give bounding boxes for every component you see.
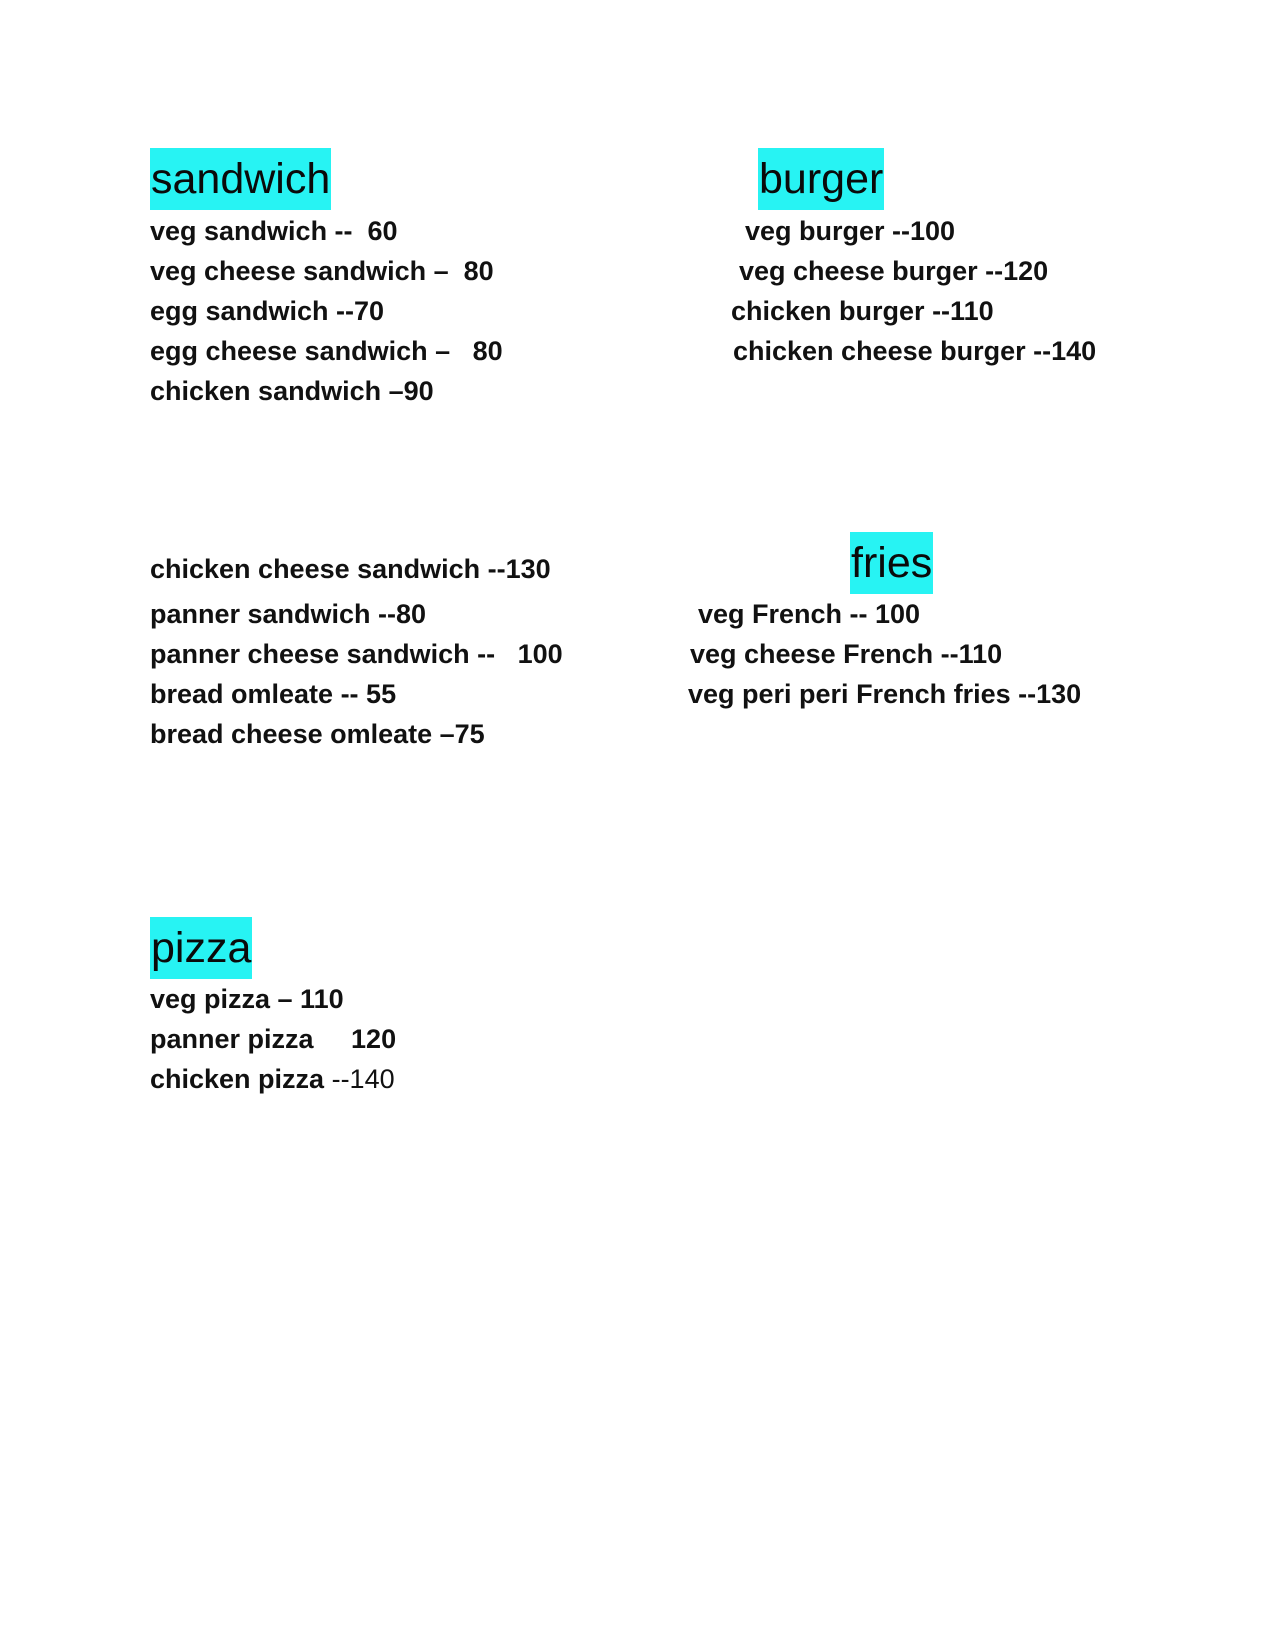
menu-item: chicken burger --110 xyxy=(731,296,994,326)
menu-item: veg cheese French --110 xyxy=(690,639,1003,669)
menu-item: panner sandwich --80 xyxy=(150,599,427,629)
menu-item: veg cheese burger --120 xyxy=(739,256,1049,286)
menu-item: bread cheese omleate –75 xyxy=(150,719,485,749)
menu-item: chicken sandwich –90 xyxy=(150,376,434,406)
menu-item-price: --140 xyxy=(331,1064,395,1094)
menu-item xyxy=(150,1063,395,1095)
menu-item: bread omleate -- 55 xyxy=(150,679,397,709)
menu-item: veg sandwich -- 60 xyxy=(150,216,398,246)
menu-item: veg peri peri French fries --130 xyxy=(688,679,1082,709)
menu-item: panner pizza 120 xyxy=(150,1024,397,1054)
menu-item: veg French -- 100 xyxy=(698,599,921,629)
sandwich-heading: sandwich xyxy=(150,148,331,210)
menu-item: egg sandwich --70 xyxy=(150,296,385,326)
menu-item: chicken cheese sandwich --130 xyxy=(150,554,551,584)
menu-item: panner cheese sandwich -- 100 xyxy=(150,639,563,669)
burger-heading: burger xyxy=(758,148,884,210)
pizza-heading: pizza xyxy=(150,917,252,979)
menu-item: chicken cheese burger --140 xyxy=(733,336,1097,366)
menu-item-name: chicken pizza xyxy=(150,1064,332,1094)
menu-item: veg pizza – 110 xyxy=(150,984,344,1014)
fries-heading: fries xyxy=(850,532,933,594)
menu-item: veg burger --100 xyxy=(745,216,956,246)
menu-item: egg cheese sandwich – 80 xyxy=(150,336,503,366)
menu-item: veg cheese sandwich – 80 xyxy=(150,256,494,286)
